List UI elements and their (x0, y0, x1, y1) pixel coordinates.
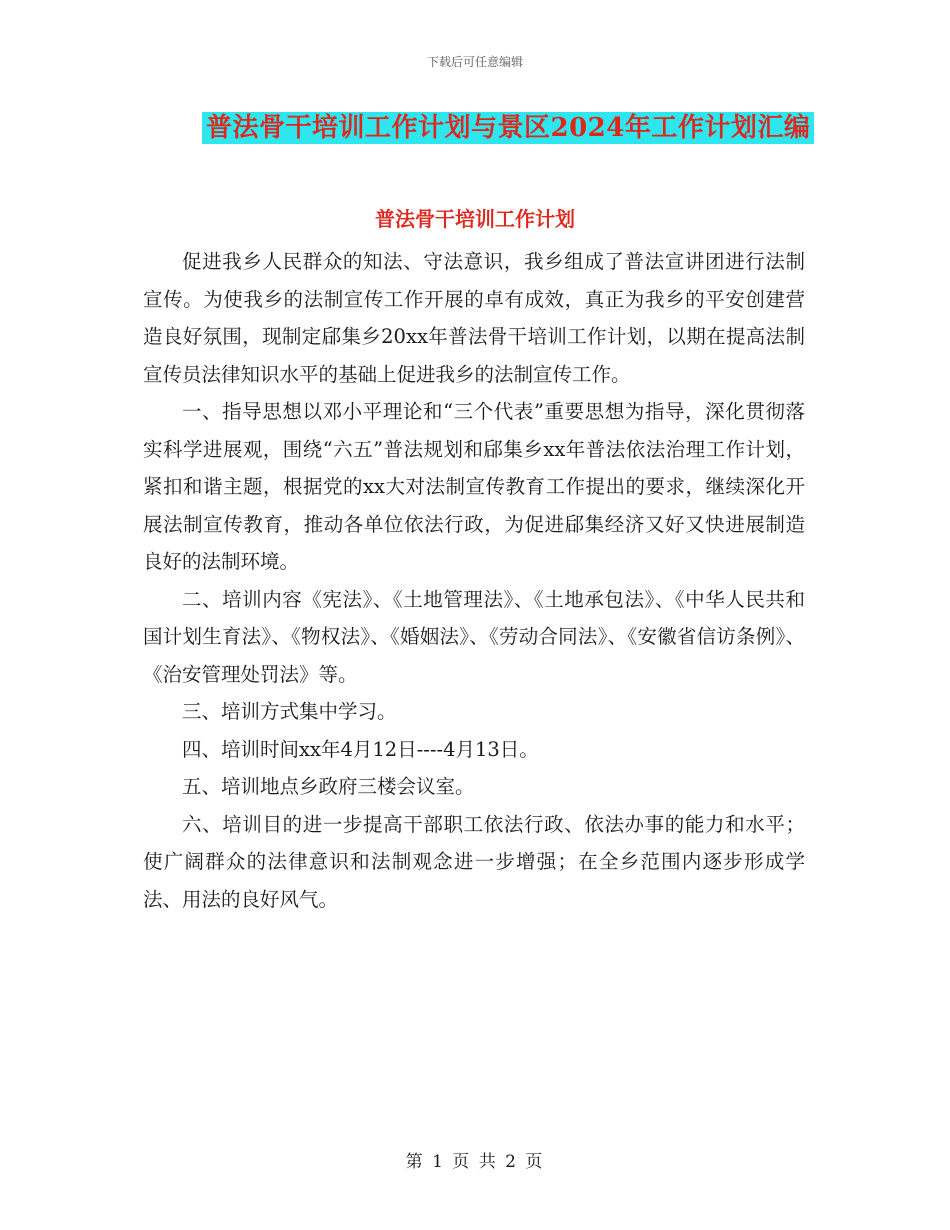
paragraph-training-purpose: 六、培训目的进一步提高干部职工依法行政、依法办事的能力和水平；使广阔群众的法律意识和法制观念进一步增强；在全乡范围内逐步形成学法、用法的良好风气。 (143, 812, 805, 911)
page-footer: 第 1 页 共 2 页 (405, 1152, 545, 1172)
document-title: 普法骨干培训工作计划与景区2024年工作计划汇编 (202, 112, 814, 144)
paragraph-training-method: 三、培训方式集中学习。 (182, 700, 397, 723)
paragraph-training-location: 五、培训地点乡政府三楼会议室。 (182, 775, 475, 798)
header-note: 下载后可任意编辑 (426, 55, 523, 69)
paragraph-training-content: 二、培训内容《宪法》、《土地管理法》、《土地承包法》、《中华人民共和国计划生育法》、《物权法》、《婚姻法》、《劳动合同法》、《安徽省信访条例》、《治安管理处罚法》等。 (143, 587, 805, 686)
paragraph-training-time: 四、培训时间xx年4月12日----4月13日。 (182, 737, 539, 761)
document-body (143, 243, 805, 918)
section-title: 普法骨干培训工作计划 (375, 207, 575, 231)
paragraph-intro: 促进我乡人民群众的知法、守法意识，我乡组成了普法宣讲团进行法制宣传。为使我乡的法制宣传工作开展的卓有成效，真正为我乡的平安创建营造良好氛围，现制定郈集乡20xx年普法骨干培训工作计划，以期在提高法制宣传员法律知识水平的基础上促进我乡的法制宣传工作。 (143, 250, 805, 386)
paragraph-guiding-ideology: 一、指导思想以邓小平理论和“三个代表”重要思想为指导，深化贯彻落实科学进展观，围绕“六五”普法规划和郈集乡xx年普法依法治理工作计划，紧扣和谐主题，根据党的xx大对法制宣传教育工作提出的要求，继续深化开展法制宣传教育，推动各单位依法行政，为促进郈集经济又好又快进展制造良好的法制环境。 (143, 400, 805, 573)
